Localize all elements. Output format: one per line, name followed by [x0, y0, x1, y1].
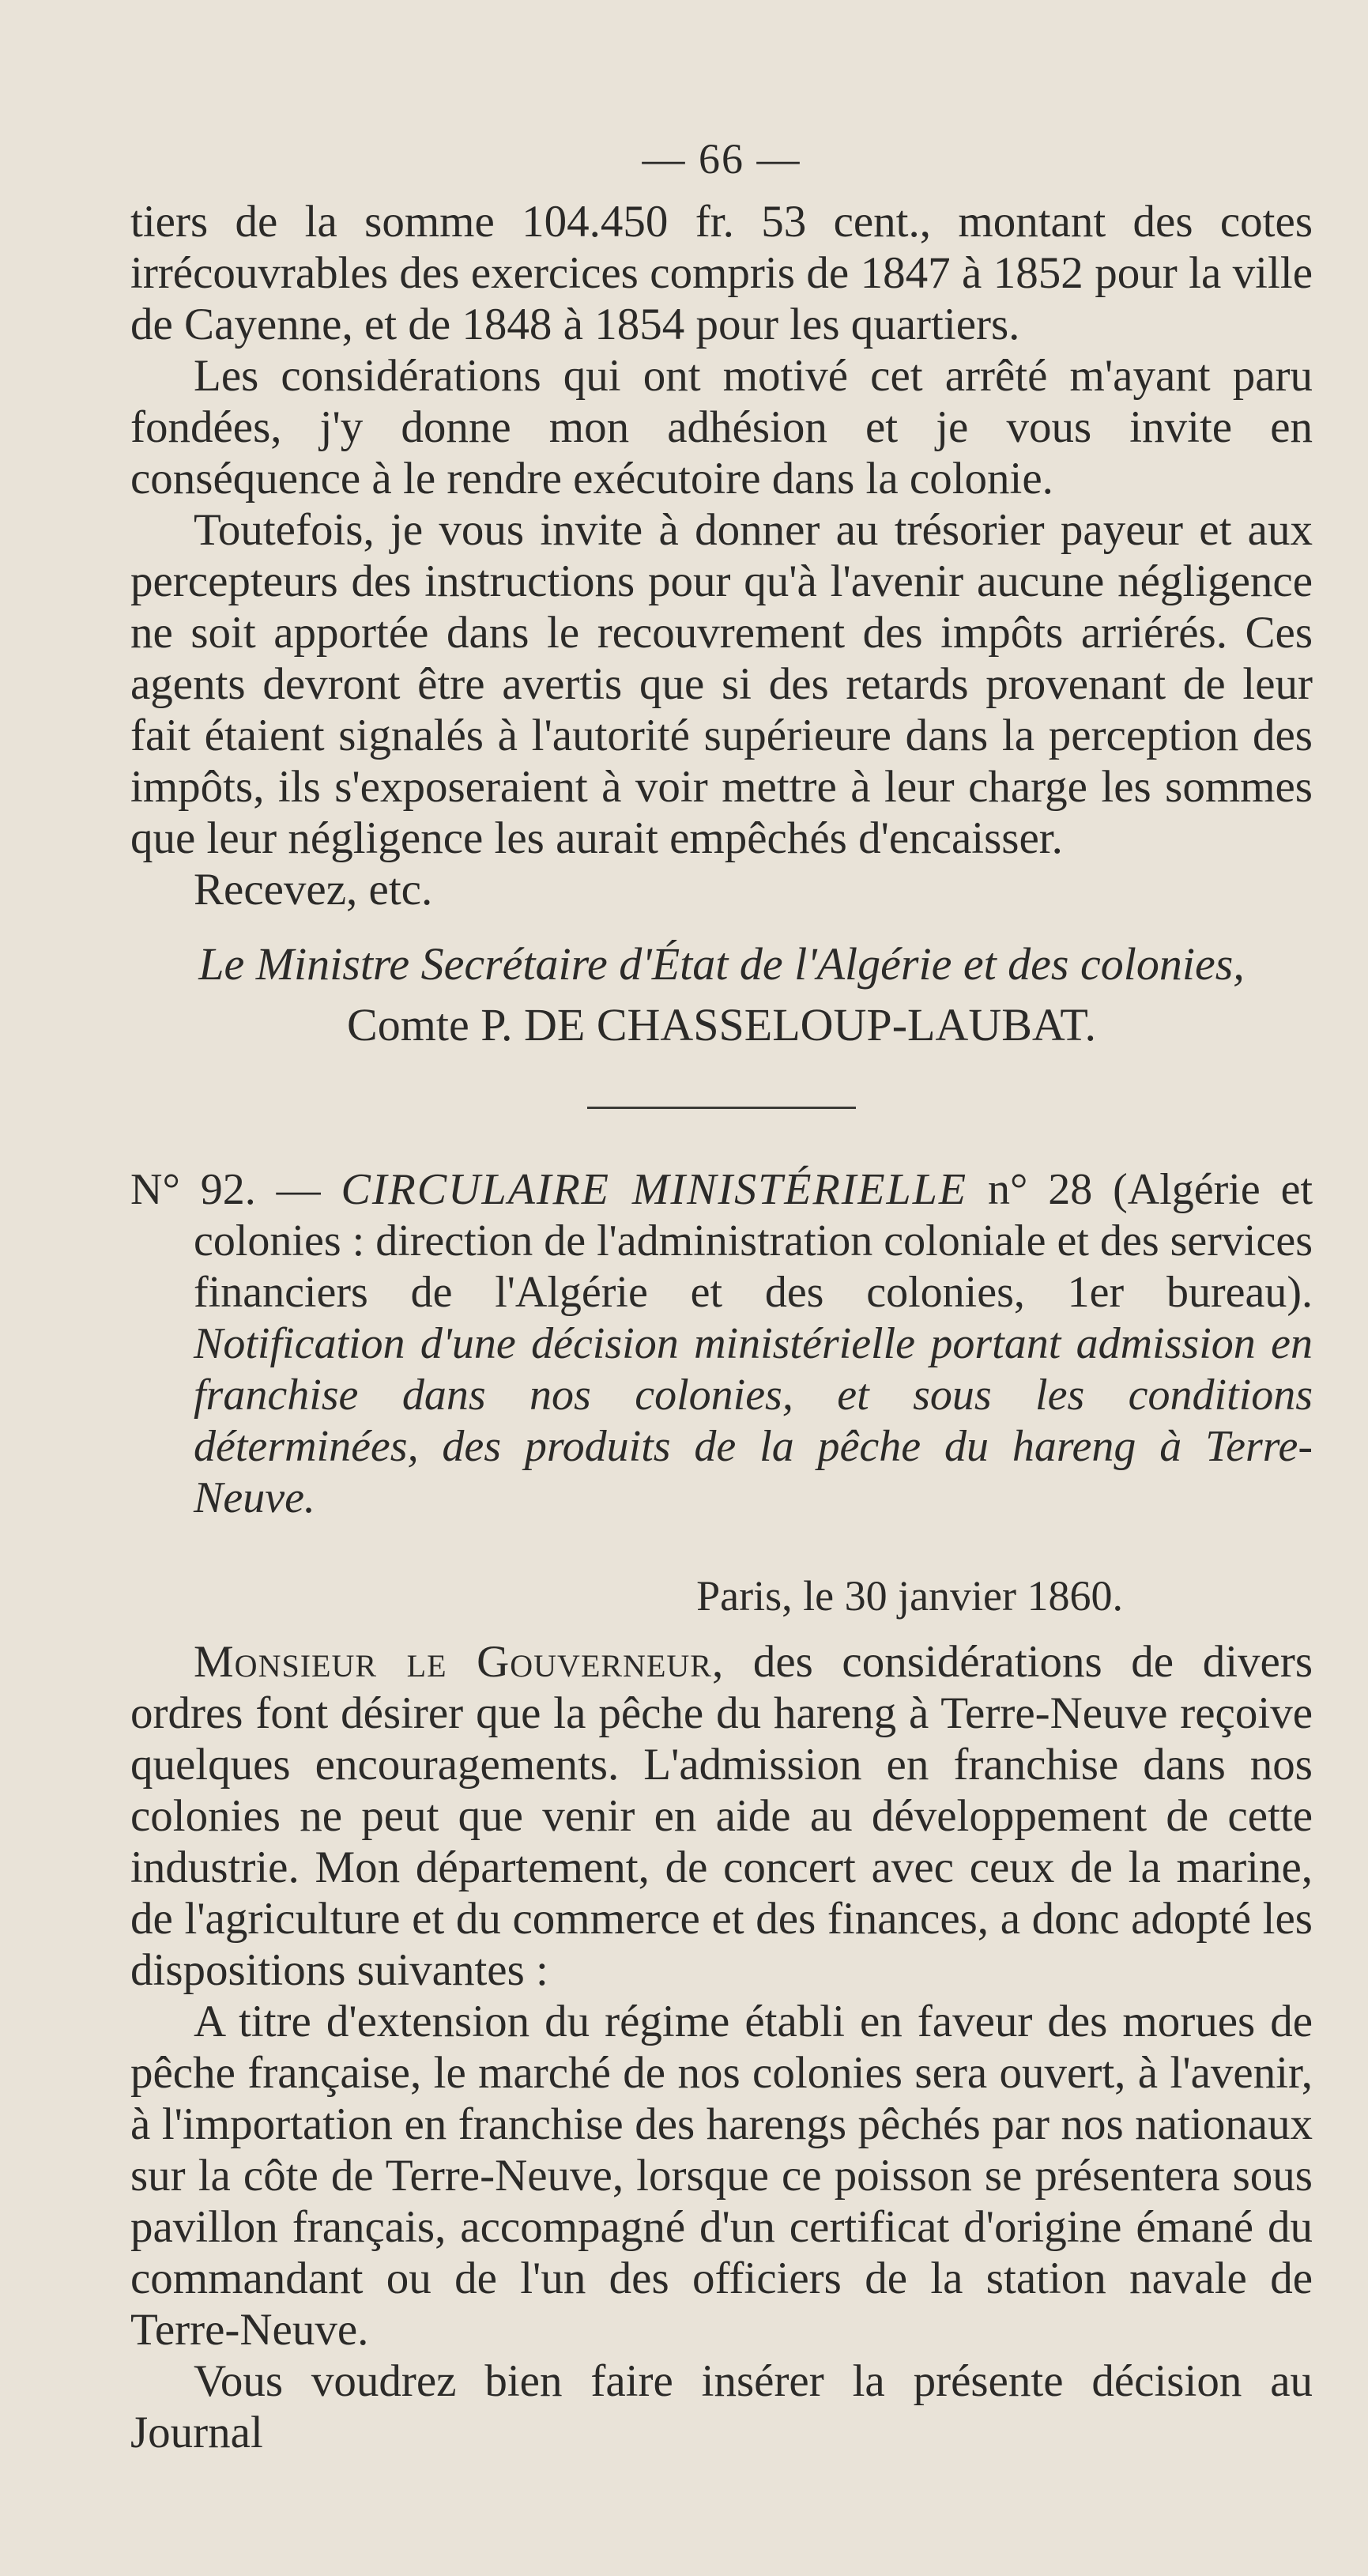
signature-name: Comte P. DE CHASSELOUP-LAUBAT. [347, 999, 1096, 1050]
page-number: — 66 — [642, 135, 801, 183]
paragraph-opening-text: des considérations de divers ordres font désirer que la pêche du hareng à Terre-Neuve reçoive quelques encouragements. L'admission en franchise dans nos colonies ne peut que venir en aide au développement de cette industrie. Mon département, de concert avec ceux de la marine, de l'agriculture et du commerce et des finances, a donc adopté les dispositions suivantes : [130, 1637, 1313, 1995]
paragraph-publication: Vous voudrez bien faire insérer la présente décision au Journal [130, 2356, 1313, 2457]
signature-title: Le Ministre Secrétaire d'État de l'Algérie et des colonies, [198, 938, 1245, 990]
circular-description: Notification d'une décision ministérielle portant admission en franchise dans nos colonies, et sous les conditions déterminées, des produits de la pêche du hareng à Terre-Neuve. [194, 1319, 1313, 1522]
paragraph-adhesion: Les considérations qui ont motivé cet arrêté m'ayant paru fondées, j'y donne mon adhésion et je vous invite en conséquence à le rendre exécutoire dans la colonie. [130, 351, 1313, 504]
section-divider [587, 1107, 856, 1109]
circular-header-rest: n° 28 (Algérie et colonies : direction de l'administration coloniale et des services financiers de l'Algérie et des colonies, 1er bureau). [194, 1165, 1313, 1317]
circular-number: N° 92. — [130, 1165, 321, 1214]
date-line: Paris, le 30 janvier 1860. [696, 1572, 1123, 1620]
circular-heading [130, 1164, 1313, 1524]
circular-title: CIRCULAIRE MINISTÉRIELLE [341, 1165, 968, 1214]
closing-formula: Recevez, etc. [194, 865, 433, 915]
paragraph-instructions: Toutefois, je vous invite à donner au trésorier payeur et aux percepteurs des instructions pour qu'à l'avenir aucune négligence ne soit apportée dans le recouvrement des impôts arriérés. Ces agents devront être avertis que si des retards provenant de leur fait étaient signalés à l'autorité supérieure dans la perception des impôts, ils s'exposeraient à voir mettre à leur charge les sommes que leur négligence les aurait empêchés d'encaisser. [130, 505, 1313, 863]
paragraph-opening [130, 1636, 1313, 1996]
salutation: Monsieur le Gouverneur, [194, 1637, 725, 1687]
top-letter-body [130, 196, 1313, 915]
paragraph-continuation: tiers de la somme 104.450 fr. 53 cent., montant des cotes irrécouvrables des exercices compris de 1847 à 1852 pour la ville de Cayenne, et de 1848 à 1854 pour les quartiers. [130, 197, 1313, 349]
paragraph-extension: A titre d'extension du régime établi en faveur des morues de pêche française, le marché de nos colonies sera ouvert, à l'avenir, à l'importation en franchise des harengs pêchés par nos nationaux sur la côte de Terre-Neuve, lorsque ce poisson se présentera sous pavillon français, accompagné d'un certificat d'origine émané du commandant ou de l'un des officiers de la station navale de Terre-Neuve. [130, 1997, 1313, 2355]
circular-body [130, 1636, 1313, 2458]
